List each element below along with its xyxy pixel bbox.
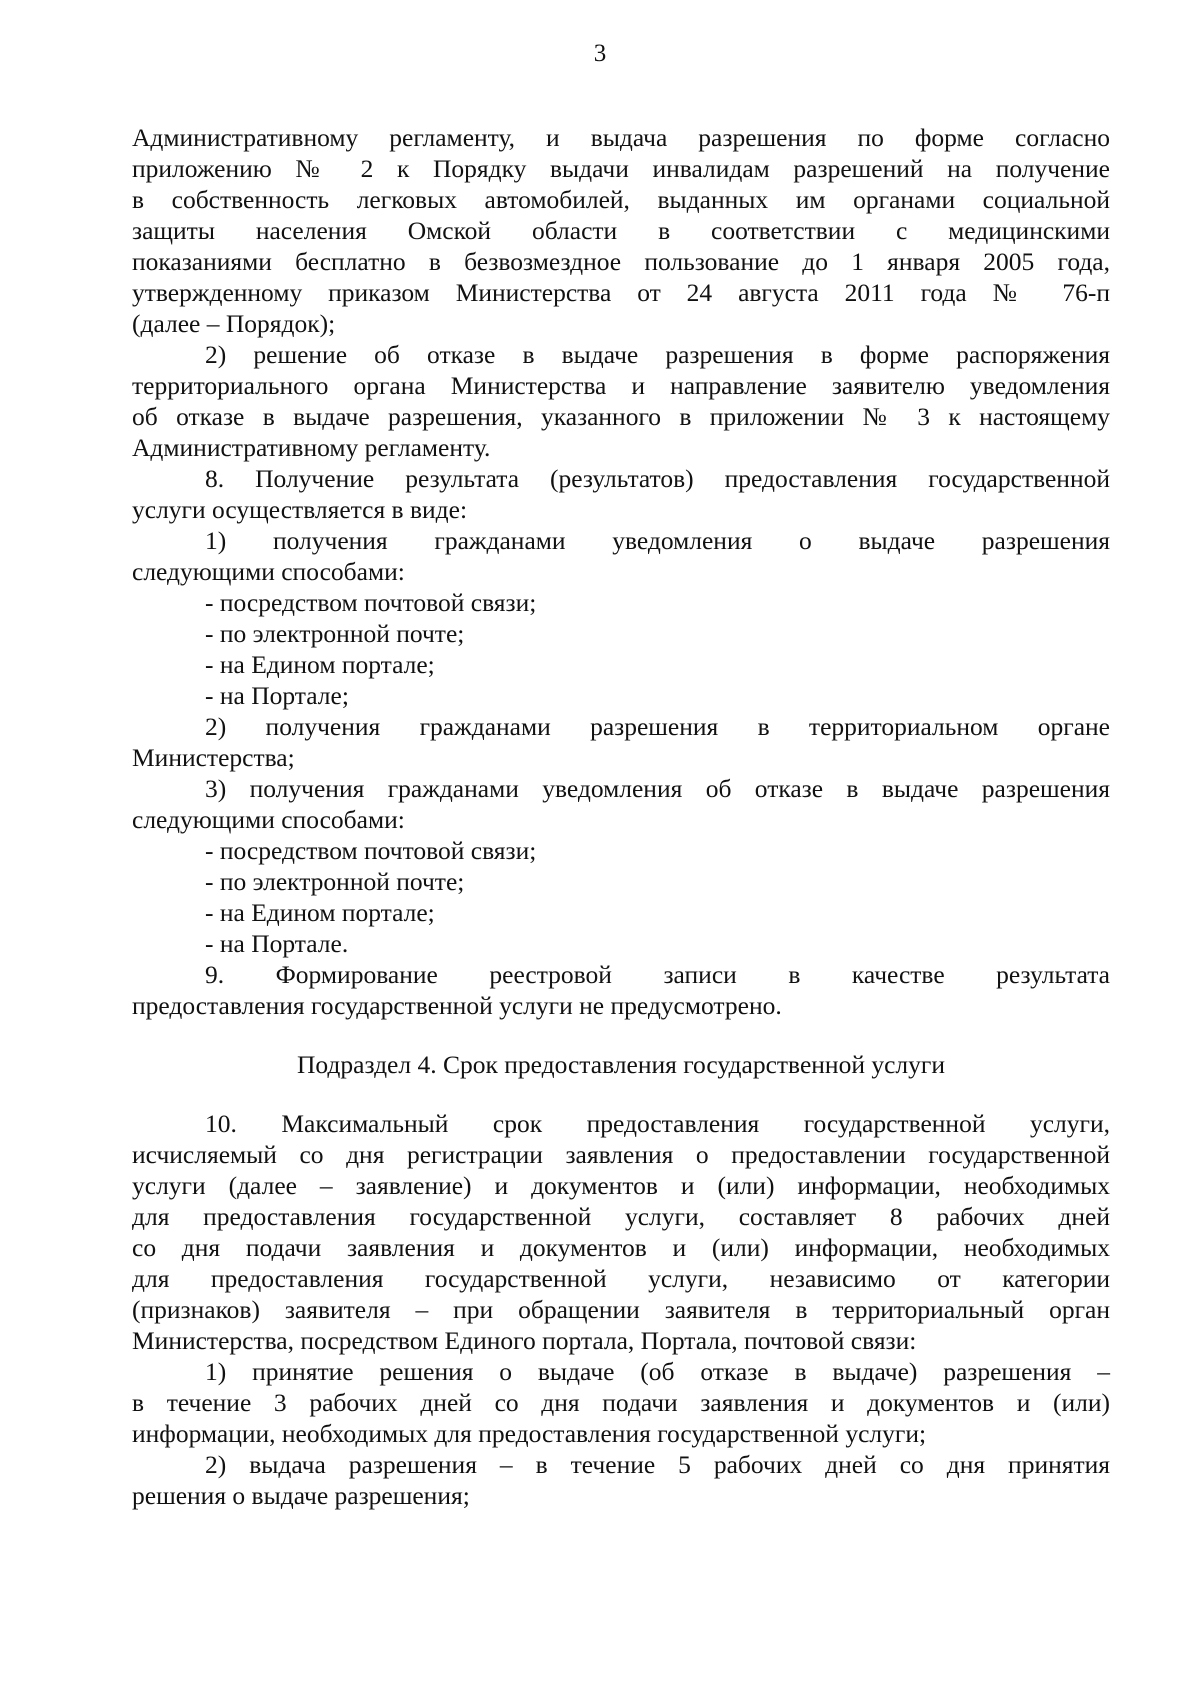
paragraph-8-item-3 — [132, 773, 1110, 835]
text-line: Министерства, посредством Единого портала, Портала, почтовой связи: — [132, 1326, 917, 1355]
text-line: приложению № 2 к Порядку выдачи инвалидам разрешений на получение — [132, 154, 1110, 183]
list-item: - на Едином портале; — [205, 898, 435, 927]
text-line: 2) выдача разрешения – в течение 5 рабочих дней со дня принятия — [205, 1450, 1110, 1479]
text-line: информации, необходимых для предоставления государственной услуги; — [132, 1419, 927, 1448]
text-line: 1) получения гражданами уведомления о выдаче разрешения — [205, 526, 1110, 555]
document-body — [132, 122, 1110, 1511]
list-item: - на Едином портале; — [205, 650, 435, 679]
paragraph-8 — [132, 463, 1110, 525]
text-line: следующими способами: — [132, 557, 405, 586]
text-line: территориального органа Министерства и направление заявителю уведомления — [132, 371, 1110, 400]
text-line: 1) принятие решения о выдаче (об отказе в выдаче) разрешения – — [205, 1357, 1110, 1386]
paragraph-8-item-1-list — [132, 587, 1110, 711]
text-line: для предоставления государственной услуги, составляет 8 рабочих дней — [132, 1202, 1110, 1231]
text-line: услуги (далее – заявление) и документов и (или) информации, необходимых — [132, 1171, 1110, 1200]
text-line: Административному регламенту, и выдача разрешения по форме согласно — [132, 123, 1110, 152]
paragraph-9 — [132, 959, 1110, 1021]
paragraph-10-item-1 — [132, 1356, 1110, 1449]
list-item: - по электронной почте; — [205, 867, 465, 896]
text-line: Министерства; — [132, 743, 295, 772]
text-line: в собственность легковых автомобилей, выданных им органами социальной — [132, 185, 1110, 214]
paragraph-8-item-3-list — [132, 835, 1110, 959]
text-line: (признаков) заявителя – при обращении заявителя в территориальный орган — [132, 1295, 1110, 1324]
list-item: - по электронной почте; — [205, 619, 465, 648]
text-line: об отказе в выдаче разрешения, указанного в приложении № 3 к настоящему — [132, 402, 1110, 431]
paragraph-10-item-2 — [132, 1449, 1110, 1511]
list-item: - посредством почтовой связи; — [205, 588, 537, 617]
subsection-heading: Подраздел 4. Срок предоставления государственной услуги — [297, 1050, 945, 1079]
paragraph-7-item-2 — [132, 339, 1110, 463]
text-line: в течение 3 рабочих дней со дня подачи заявления и документов и (или) — [132, 1388, 1110, 1417]
page-number: 3 — [593, 40, 607, 67]
text-line: 8. Получение результата (результатов) предоставления государственной — [205, 464, 1110, 493]
text-line: утвержденному приказом Министерства от 24 августа 2011 года № 76-п — [132, 278, 1110, 307]
text-line: со дня подачи заявления и документов и (или) информации, необходимых — [132, 1233, 1110, 1262]
text-line: Административному регламенту. — [132, 433, 491, 462]
text-line: показаниями бесплатно в безвозмездное пользование до 1 января 2005 года, — [132, 247, 1110, 276]
text-line: услуги осуществляется в виде: — [132, 495, 468, 524]
list-item: - на Портале. — [205, 929, 349, 958]
text-line: 10. Максимальный срок предоставления государственной услуги, — [205, 1109, 1110, 1138]
text-line: 9. Формирование реестровой записи в качестве результата — [205, 960, 1110, 989]
paragraph-8-item-1 — [132, 525, 1110, 587]
text-line: предоставления государственной услуги не предусмотрено. — [132, 991, 782, 1020]
paragraph-8-item-2 — [132, 711, 1110, 773]
paragraph-10 — [132, 1108, 1110, 1356]
list-item: - на Портале; — [205, 681, 349, 710]
text-line: 2) получения гражданами разрешения в территориальном органе — [205, 712, 1110, 741]
list-item: - посредством почтовой связи; — [205, 836, 537, 865]
text-line: решения о выдаче разрешения; — [132, 1481, 470, 1510]
text-line: исчисляемый со дня регистрации заявления о предоставлении государственной — [132, 1140, 1110, 1169]
text-line: следующими способами: — [132, 805, 405, 834]
text-line: (далее – Порядок); — [132, 309, 336, 338]
paragraph-7-item-1-continuation — [132, 122, 1110, 339]
text-line: защиты населения Омской области в соответствии с медицинскими — [132, 216, 1110, 245]
text-line: 3) получения гражданами уведомления об отказе в выдаче разрешения — [205, 774, 1110, 803]
text-line: для предоставления государственной услуги, независимо от категории — [132, 1264, 1110, 1293]
text-line: 2) решение об отказе в выдаче разрешения в форме распоряжения — [205, 340, 1110, 369]
